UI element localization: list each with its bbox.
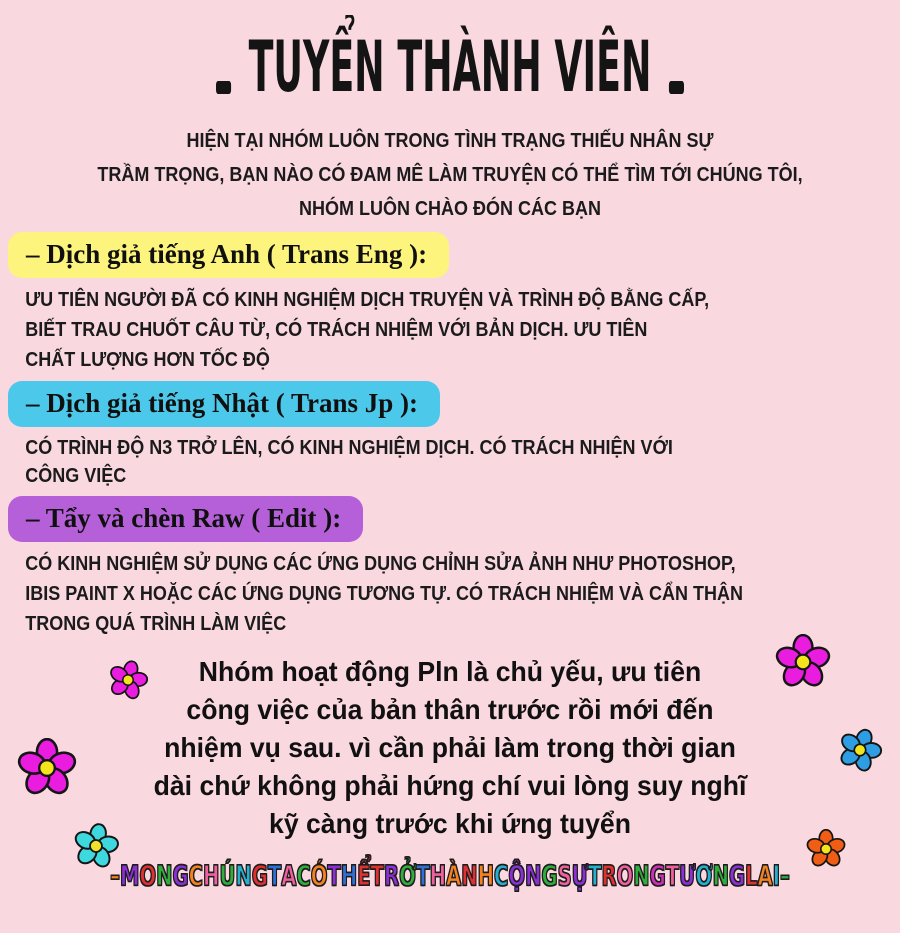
footer-letter: H [429,859,447,892]
note-line: kỹ càng trước khi ứng tuyển [269,808,631,839]
body-line: CÓ KINH NGHIỆM SỬ DỤNG CÁC ỨNG DỤNG CHỈNH SỬA ẢNH NHƯ PHOTOSHOP, [25,553,736,575]
footer-letter: – [780,859,790,892]
footer-letter: H [477,859,495,892]
body-line: BIẾT TRAU CHUỐT CÂU TỪ, CÓ TRÁCH NHIỆM VỚI BẢN DỊCH. ƯU TIÊN [25,319,648,341]
flower-cyan-icon [69,819,122,872]
footer-letter: H [340,859,358,892]
footer-letter: Ể [357,859,371,892]
footer-letter: O [616,859,634,892]
intro-line: HIỆN TẠI NHÓM LUÔN TRONG TÌNH TRẠNG THIẾU NHÂN SỰ [186,130,714,152]
title-dash-right [669,81,684,94]
flower-magenta-small-icon [104,656,153,705]
flower-magenta-top-right-icon [775,634,831,690]
note-paragraph [23,653,878,843]
flower-magenta-left [17,738,77,798]
note-line: Nhóm hoạt động Pln là chủ yếu, ưu tiên [198,656,702,687]
footer-letters [110,859,790,893]
footer-letter: L [745,859,758,892]
intro-line: NHÓM LUÔN CHÀO ĐÓN CÁC BẠN [298,198,601,220]
flower-blue [838,728,882,772]
footer-letter: C [296,859,311,892]
footer-letter: – [110,859,120,892]
footer-letter: T [370,859,385,892]
footer-letter: H [203,859,220,892]
footer-letter: G [172,859,189,892]
footer-letter: T [588,859,602,892]
body-line: CÓ TRÌNH ĐỘ N3 TRỞ LÊN, CÓ KINH NGHIỆM DỊCH. CÓ TRÁCH NHIỆN VỚI [25,437,673,459]
flower-orange [806,829,846,869]
footer-letter: T [267,859,282,892]
section-edit [0,496,900,639]
flower-cyan [73,823,119,869]
footer-letter: C [188,859,204,892]
footer-letter: T [327,859,341,892]
body-line: TRONG QUÁ TRÌNH LÀM VIỆC [25,613,287,635]
body-trans-jp [0,434,810,490]
flower-magenta-top-right [775,634,831,690]
heading-edit: – Tẩy và chèn Raw ( Edit ): [8,496,363,542]
heading-trans-eng: – Dịch giả tiếng Anh ( Trans Eng ): [8,232,449,278]
footer-letter: Ư [679,859,696,892]
footer-letter: I [772,859,781,892]
recruitment-poster [0,26,900,933]
footer-letter: Ở [399,859,417,892]
footer-letter: N [461,859,478,892]
intro-paragraph [45,124,855,226]
footer-letter: Ú [219,859,236,892]
body-edit [0,549,810,639]
footer-letter: G [649,859,666,892]
flower-magenta-left-icon [17,738,77,798]
footer-letter: G [251,859,268,892]
body-line: ƯU TIÊN NGƯỜI ĐÃ CÓ KINH NGHIỆM DỊCH TRUYỆN VÀ TRÌNH ĐỘ BẰNG CẤP, [25,289,710,311]
body-line: CÔNG VIỆC [25,465,127,487]
footer-letter: G [541,859,558,892]
footer-letter: Ó [310,859,328,892]
footer-letter: Ơ [695,859,713,892]
footer-letter: T [416,859,430,892]
footer-letter: Ự [571,859,589,892]
body-line: CHẤT LƯỢNG HƠN TỐC ĐỘ [25,349,270,371]
intro-line: TRẦM TRỌNG, BẠN NÀO CÓ ĐAM MÊ LÀM TRUYỆN CÓ THỂ TÌM TỚI CHÚNG TÔI, [97,164,803,186]
footer-letter: A [757,859,773,892]
footer-letter: G [729,859,746,892]
section-trans-jp [0,381,900,490]
body-trans-eng [0,285,810,375]
note-line: công việc của bản thân trước rồi mới đến [186,694,714,725]
footer-letter: N [633,859,650,892]
note-line: dài chứ không phải hứng chí vui lòng suy nghĩ [153,770,747,801]
footer-letter: À [446,859,462,892]
footer-letter: A [281,859,297,892]
heading-trans-jp: – Dịch giả tiếng Nhật ( Trans Jp ): [8,381,440,427]
footer-letter: N [712,859,730,892]
title-row [216,26,684,108]
body-line: IBIS PAINT X HOẶC CÁC ỨNG DỤNG TƯƠNG TỰ. CÓ TRÁCH NHIỆM VÀ CẨN THẬN [25,583,744,605]
title-dash-left [216,81,231,94]
footer-letter: R [601,859,617,892]
footer-letter: N [525,859,542,892]
footer-letter: C [494,859,509,892]
footer-letter: Ộ [508,859,526,892]
footer-letter: M [119,859,140,892]
flower-magenta-small [108,660,148,700]
footer-letter: T [665,859,680,892]
page-title: TUYỂN THÀNH VIÊN [248,26,652,108]
footer-letter: N [235,859,252,892]
footer-letter: N [156,859,173,892]
section-trans-eng [0,232,900,375]
note-line: nhiệm vụ sau. vì cần phải làm trong thời gian [164,732,736,763]
footer-letter: S [557,859,572,892]
flower-orange-icon [806,829,846,869]
footer-letter: R [384,859,400,892]
footer-letter: O [139,859,157,892]
flower-blue-icon [832,722,888,778]
